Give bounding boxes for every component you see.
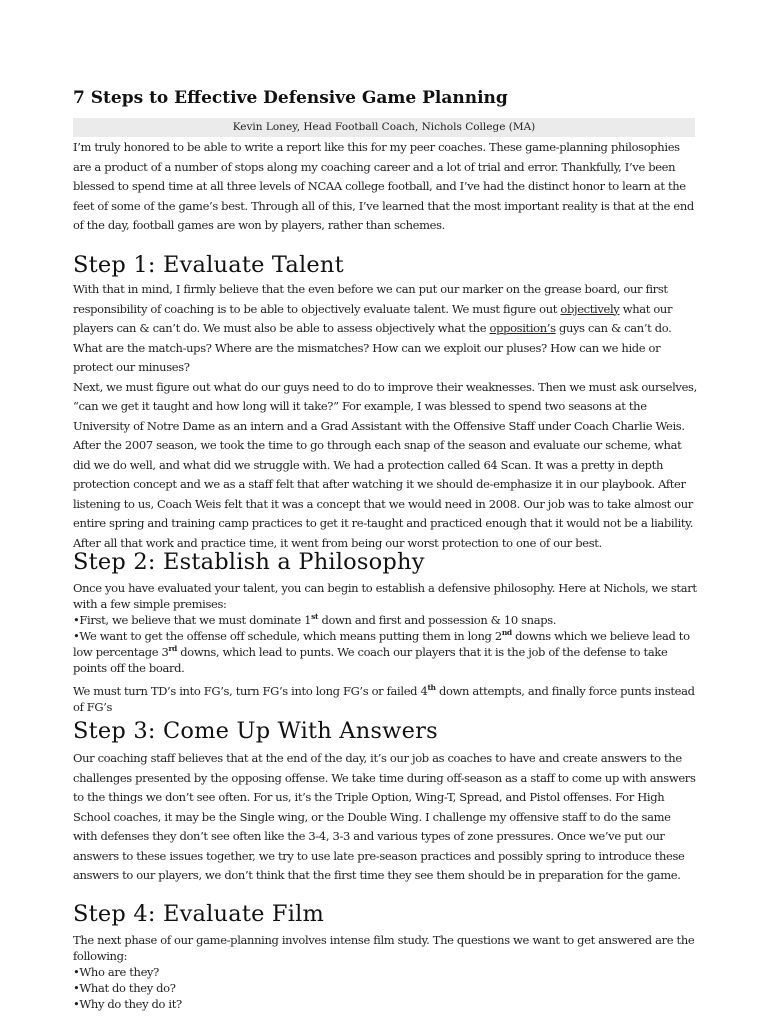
author-byline: Kevin Loney, Head Football Coach, Nichols College (MA): [73, 118, 695, 137]
step-2-paragraph-2: [73, 683, 697, 715]
step-3-heading: Step 3: Come Up With Answers: [73, 718, 438, 744]
step-4-bullet-2: •What do they do?: [73, 981, 176, 995]
step-3-section: [73, 749, 697, 886]
emphasis-objectively: objectively: [560, 301, 620, 316]
step-2-bullet-1: [73, 612, 697, 628]
text-run: downs, which lead to punts. We coach our players that it is the job of the defense to take points off the board.: [73, 645, 668, 675]
ordinal-suffix: rd: [168, 644, 177, 654]
intro-paragraph: I’m truly honored to be able to write a report like this for my peer coaches. These game-planning philosophies are a product of a number of stops along my coaching career and a lot of trial and error. Thankfully, I’ve been blessed to spend time at all three levels of NCAA college football, and I’ve had the distinct honor to learn at the feet of some of the game’s best. Through all of this, I’ve learned that the most important reality is that at the end of the day, football games are won by players, rather than schemes.: [73, 140, 694, 232]
text-run: •First, we believe that we must dominate 1: [73, 613, 312, 627]
step-1-section: [73, 280, 697, 553]
paragraph-gap: [73, 676, 697, 683]
text-run: what our players can & can’t do. We must also be able to assess objectively what the: [73, 301, 673, 335]
text-run: down and first and possession & 10 snaps.: [318, 613, 557, 627]
text-run: down attempts, and finally force punts instead of FG’s: [73, 684, 695, 714]
step-2-section: [73, 580, 697, 715]
text-run: With that in mind, I firmly believe that the even before we can put our marker on the grease board, our first responsibility of coaching is to be able to objectively evaluate talent. We must figure out: [73, 282, 668, 316]
step-4-bullet-1: •Who are they?: [73, 965, 159, 979]
step-2-heading: Step 2: Establish a Philosophy: [73, 549, 425, 575]
emphasis-oppositions: opposition’s: [489, 321, 556, 335]
step-4-heading: Step 4: Evaluate Film: [73, 901, 325, 927]
ordinal-suffix: st: [311, 612, 319, 622]
text-run: •We want to get the offense off schedule, which means putting them in long 2: [73, 629, 502, 643]
text-run: guys can & can’t do. What are the match-ups? Where are the mismatches? How can we exploit our pluses? How can we hide or protect our minuses?: [73, 321, 672, 374]
step-1-heading: Step 1: Evaluate Talent: [73, 252, 344, 278]
step-1-paragraph-1: [73, 280, 697, 378]
document-title: 7 Steps to Effective Defensive Game Planning: [73, 88, 508, 108]
text-run: downs which we believe lead to low percentage 3: [73, 629, 690, 659]
step-2-paragraph-1: Once you have evaluated your talent, you can begin to establish a defensive philosophy. Here at Nichols, we start with a few simple premises:: [73, 581, 697, 611]
step-2-bullet-2: [73, 628, 697, 676]
step-4-section: [73, 932, 697, 1012]
step-4-bullet-3: •Why do they do it?: [73, 997, 182, 1011]
step-3-paragraph-1: Our coaching staff believes that at the end of the day, it’s our job as coaches to have and create answers to the challenges presented by the opposing offense. We take time during off-season as a staff to come up with answers to the things we don’t see often. For us, it’s the Triple Option, Wing-T, Spread, and Pistol offenses. For High School coaches, it may be the Single wing, or the Double Wing. I challenge my offensive staff to do the same with defenses they don’t see often like the 3-4, 3-3 and various types of zone pressures. Once we’ve put our answers to these issues together, we try to use late pre-season practices and possibly spring to introduce these answers to our players, we don’t think that the first time they see them should be in preparation for the game.: [73, 751, 696, 882]
text-run: We must turn TD’s into FG’s, turn FG’s into long FG’s or failed 4: [73, 684, 428, 698]
ordinal-suffix: th: [427, 683, 436, 693]
ordinal-suffix: nd: [501, 628, 512, 638]
step-1-paragraph-2: Next, we must figure out what do our guys need to do to improve their weaknesses. Then we must ask ourselves, “can we get it taught and how long will it take?” For example, I was blessed to spend two seasons at the University of Notre Dame as an intern and a Grad Assistant with the Offensive Staff under Coach Charlie Weis. After the 2007 season, we took the time to go through each snap of the season and evaluate our scheme, what did we do well, and what did we struggle with. We had a protection called 64 Scan. It was a pretty in depth protection concept and we as a staff felt that after watching it we should de-emphasize it in our playbook. After listening to us, Coach Weis felt that it was a concept that we would need in 2008. Our job was to take almost our entire spring and training camp practices to get it re-taught and practiced enough that it would not be a liability. After all that work and practice time, it went from being our worst protection to one of our best.: [73, 379, 697, 550]
step-4-paragraph-1: The next phase of our game-planning involves intense film study. The questions we want to get answered are the following:: [73, 933, 695, 963]
